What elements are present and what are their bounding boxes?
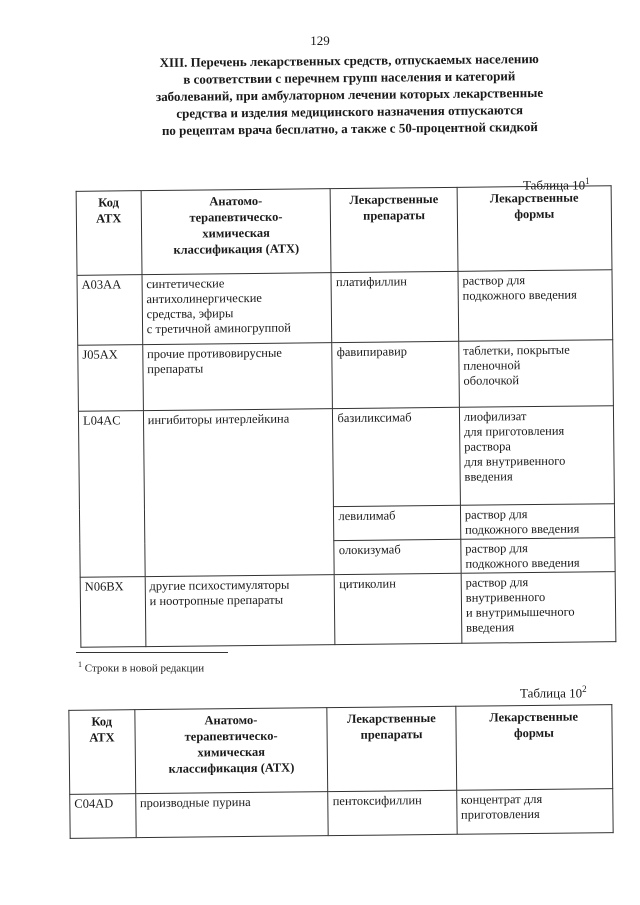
cell-form: раствор для подкожного введения	[458, 270, 613, 342]
cell-code: A03AA	[77, 275, 142, 346]
cell-classification: прочие противовирусные препараты	[142, 343, 332, 411]
table-row	[78, 340, 614, 412]
cell-code: J05AX	[78, 345, 143, 412]
cell-code: C04AD	[70, 794, 136, 839]
header-code: Код АТХ	[76, 191, 142, 276]
table-row	[80, 572, 616, 648]
header-drugs: Лекарственные препараты	[327, 706, 456, 791]
table-row	[70, 789, 613, 839]
table2-caption-text: Таблица 10	[520, 685, 583, 701]
cell-classification: производные пурина	[135, 792, 328, 838]
cell-form: раствор для подкожного введения	[461, 538, 615, 574]
footnote-text: Строки в новой редакции	[84, 662, 205, 675]
cell-code: L04AC	[78, 411, 144, 578]
cell-drug: фавипиравир	[332, 341, 459, 408]
footnote-divider	[76, 652, 228, 653]
page-number: 129	[310, 33, 330, 48]
table-row	[77, 270, 613, 346]
header-forms: Лекарственные формы	[455, 705, 612, 791]
cell-classification: другие психостимуляторы и ноотропные препараты	[145, 575, 335, 647]
table2-header-row	[69, 705, 613, 795]
footnote	[78, 660, 204, 675]
cell-drug: базиликсимаб	[333, 407, 460, 506]
cell-drug: цитиколин	[335, 573, 462, 644]
cell-drug: платифиллин	[331, 271, 458, 342]
cell-form: лиофилизат для приготовления раствора для внутривенного введения	[459, 406, 614, 506]
table-row	[78, 406, 614, 510]
header-forms: Лекарственные формы	[457, 186, 612, 272]
section-heading: XIII. Перечень лекарственных средств, отпускаемых населению в соответствии с перечнем групп населения и категорий заболеваний, при амбулаторном лечении которых лекарственные средства и изделия медицинского назначения отпускаются по рецептам врача бесплатно, а также с 50-процентной скидкой	[155, 51, 544, 138]
footnote-mark: 1	[78, 660, 82, 669]
cell-drug: пентоксифиллин	[328, 790, 457, 835]
cell-classification: синтетические антихолинергические средства, эфиры с третичной аминогруппой	[142, 273, 332, 345]
cell-classification: ингибиторы интерлейкина	[143, 409, 334, 577]
table1-caption-text: Таблица 10	[523, 177, 586, 193]
table-2	[68, 704, 613, 839]
cell-form: раствор для подкожного введения	[460, 504, 614, 540]
cell-drug: левилимаб	[334, 505, 461, 540]
table-1	[76, 185, 617, 648]
table1-caption-sup: 1	[585, 176, 590, 186]
cell-form: таблетки, покрытые пленочной оболочкой	[459, 340, 614, 408]
table2-caption	[520, 684, 587, 701]
table2-caption-sup: 2	[582, 684, 587, 694]
cell-form: раствор для внутривенного и внутримышечного введения	[461, 572, 616, 644]
table1-header-row	[76, 186, 612, 276]
header-code: Код АТХ	[69, 710, 135, 795]
cell-drug: олокизумаб	[334, 539, 461, 574]
header-classification: Анатомо- терапевтическо- химическая классификация (АТХ)	[141, 189, 332, 275]
cell-form: концентрат для приготовления	[456, 789, 613, 835]
header-classification: Анатомо- терапевтическо- химическая классификация (АТХ)	[134, 708, 328, 794]
header-drugs: Лекарственные препараты	[331, 187, 458, 272]
cell-code: N06BX	[80, 577, 145, 648]
